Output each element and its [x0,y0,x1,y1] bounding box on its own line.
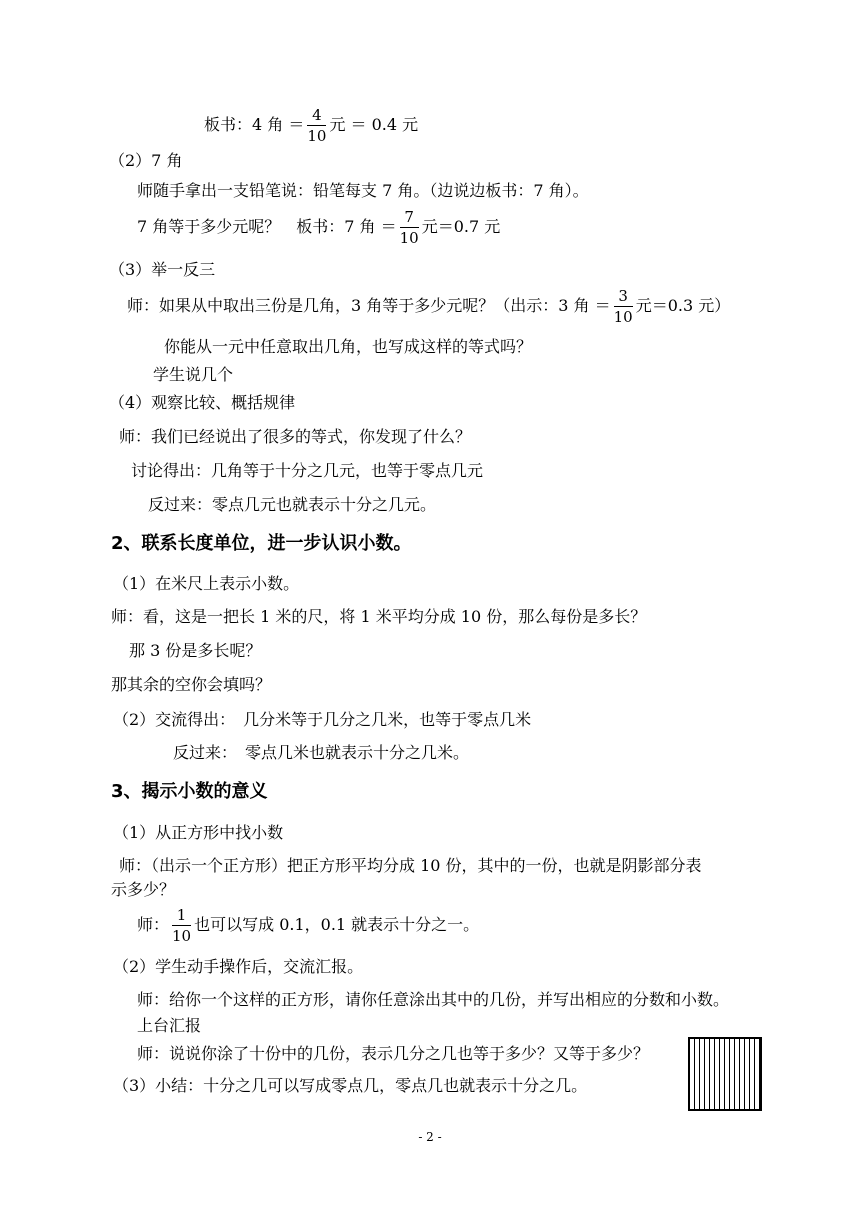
fraction-1-10 [172,906,191,945]
paragraph: 师：给你一个这样的正方形，请你任意涂出其中的几份，并写出相应的分数和小数。 [137,990,730,1009]
paragraph: 那其余的空你会填吗？ [111,675,272,694]
subheading-examples: （3）举一反三 [109,260,216,279]
denominator: 10 [399,229,419,247]
board-line-4jiao [204,106,418,145]
fraction-7-10 [400,208,419,247]
text: 师：如果从中取出三份是几角，3 角等于多少元呢？（出示：3 角 ＝ [127,296,611,315]
text: 元＝0.3 元） [635,296,731,315]
text: 7 角等于多少元呢？ 板书：7 角 ＝ [137,217,397,236]
text: 也可以写成 0.1，0.1 就表示十分之一。 [194,915,480,934]
paragraph-3jiao [127,287,730,326]
paragraph: 师：我们已经说出了很多的等式，你发现了什么？ [119,427,472,446]
page-number: - 2 - [418,1130,442,1144]
section-heading-2: 2、联系长度单位，进一步认识小数。 [111,533,412,554]
denominator: 10 [613,308,633,326]
paragraph: 上台汇报 [137,1016,202,1035]
paragraph: 师：（出示一个正方形）把正方形平均分成 10 份，其中的一份，也就是阴影部分表 [119,856,702,875]
numerator: 7 [400,208,419,228]
subheading-observe: （4）观察比较、概括规律 [109,393,296,412]
numerator: 4 [307,106,326,126]
paragraph: 反过来： 零点几米也就表示十分之几米。 [173,743,470,762]
paragraph: 示多少？ [111,880,176,899]
text: 板书：4 角 ＝ [204,115,305,134]
denominator: 10 [172,927,192,945]
numerator: 1 [172,906,191,926]
board-line-7jiao [137,208,500,247]
fraction-4-10 [307,106,326,145]
subheading-7jiao: （2）7 角 [109,151,183,170]
paragraph: 反过来：零点几元也就表示十分之几元。 [148,495,437,514]
section-heading-3: 3、揭示小数的意义 [111,781,268,802]
paragraph: 讨论得出：几角等于十分之几元，也等于零点几元 [131,461,484,480]
paragraph: 师：说说你涂了十份中的几份，表示几分之几也等于多少？又等于多少？ [137,1044,650,1063]
subheading-square: （1）从正方形中找小数 [113,823,284,842]
paragraph-one-tenth [137,906,479,945]
paragraph: 师随手拿出一支铅笔说：铅笔每支 7 角。（边说边板书：7 角）。 [137,181,589,200]
paragraph: 你能从一元中任意取出几角，也写成这样的等式吗？ [164,337,533,356]
shaded-square-figure [688,1037,762,1111]
paragraph: （2）交流得出： 几分米等于几分之几米，也等于零点几米 [113,710,532,729]
text: 师： [137,915,170,934]
subheading-exchange: （2）学生动手操作后，交流汇报。 [113,957,364,976]
paragraph: 那 3 份是多长呢？ [129,641,262,660]
numerator: 3 [614,287,633,307]
subheading-meter: （1）在米尺上表示小数。 [113,574,300,593]
subheading-summary: （3）小结：十分之几可以写成零点几，零点几也就表示十分之几。 [113,1076,588,1095]
denominator: 10 [307,127,327,145]
fraction-3-10 [614,287,633,326]
paragraph: 学生说几个 [153,365,234,384]
paragraph: 师：看，这是一把长 1 米的尺，将 1 米平均分成 10 份，那么每份是多长？ [111,607,647,626]
text: 元＝0.7 元 [421,217,501,236]
text: 元 ＝ 0.4 元 [329,115,419,134]
